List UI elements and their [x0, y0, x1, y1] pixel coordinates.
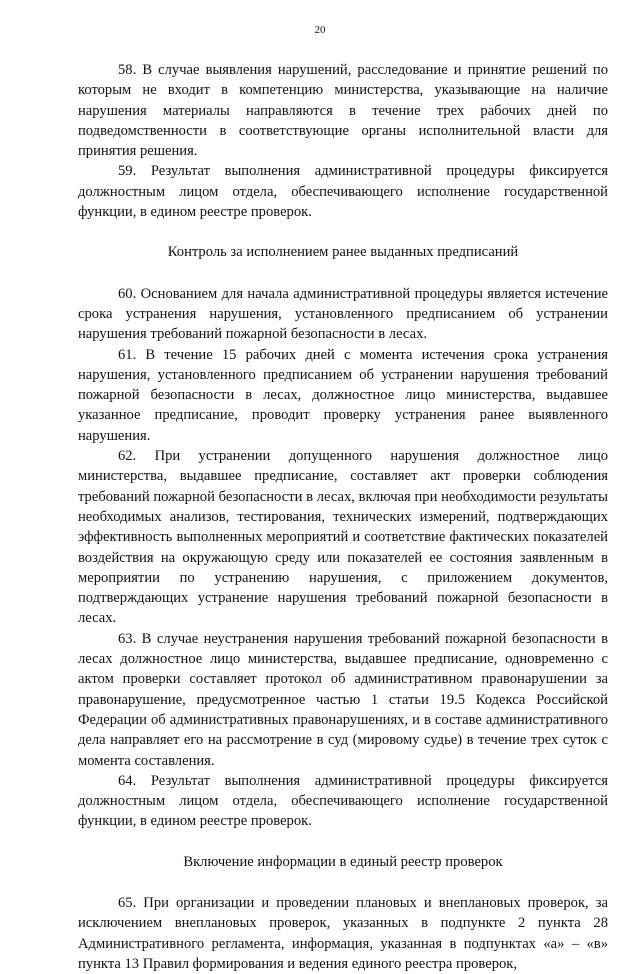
document-body [78, 60, 608, 974]
paragraph-60: 60. Основанием для начала административной процедуры является истечение срока устранения нарушения, установленного предписанием об устранении нарушения требований пожарной безопасности в лесах. [78, 285, 608, 343]
paragraph-65: 65. При организации и проведении плановых и внеплановых проверок, за исключением внеплановых проверок, указанных в подпункте 2 пункта 28 Административного регламента, информация, указанная в подпунктах «а» – «в» пункта 13 Правил формирования и ведения единого реестра проверок, [78, 894, 608, 972]
section-heading-prescriptions-control: Контроль за исполнением ранее выданных предписаний [167, 244, 519, 261]
paragraph-59: 59. Результат выполнения административной процедуры фиксируется должностным лицом отдела, обеспечивающего исполнение государственной функции, в едином реестре проверок. [78, 163, 608, 221]
page-number: 20 [314, 24, 326, 36]
section-heading-register-inclusion: Включение информации в единый реестр проверок [183, 853, 503, 870]
paragraph-61: 61. В течение 15 рабочих дней с момента истечения срока устранения нарушения, установленного предписанием об устранении нарушения требований пожарной безопасности в лесах, должностное лицо министерства, выдавшее указанное предписание, проводит проверку устранения ранее выявленного нарушения. [78, 346, 608, 444]
paragraph-64: 64. Результат выполнения административной процедуры фиксируется должностным лицом отдела, обеспечивающего исполнение государственной функции, в едином реестре проверок. [78, 772, 608, 830]
paragraph-62: 62. При устранении допущенного нарушения должностное лицо министерства, выдавшее предписание, составляет акт проверки соблюдения требований пожарной безопасности в лесах, включая при необходимости результаты необходимых анализов, тестирования, технических измерений, подтверждающих эффективность выполненных мероприятий и соответствие фактических показателей воздействия на окружающую среду или показателей ее состояния заявленным в мероприятии по устранению нарушения, с приложением документов, подтверждающих устранение нарушения требований пожарной безопасности в лесах. [78, 448, 608, 627]
paragraph-58: 58. В случае выявления нарушений, расследование и принятие решений по которым не входит в компетенцию министерства, указывающие на наличие нарушения материалы направляются в течение трех рабочих дней по подведомственности в соответствующие органы исполнительной власти для принятия решения. [78, 62, 608, 160]
paragraph-63: 63. В случае неустранения нарушения требований пожарной безопасности в лесах должностное лицо министерства, выдавшее предписание, одновременно с актом проверки составляет протокол об административном правонарушении за правонарушение, предусмотренное частью 1 статьи 19.5 Кодекса Российской Федерации об административных правонарушениях, и в составе административного дела направляет его на рассмотрение в суд (мировому судье) в течение трех суток с момента составления. [78, 630, 608, 769]
